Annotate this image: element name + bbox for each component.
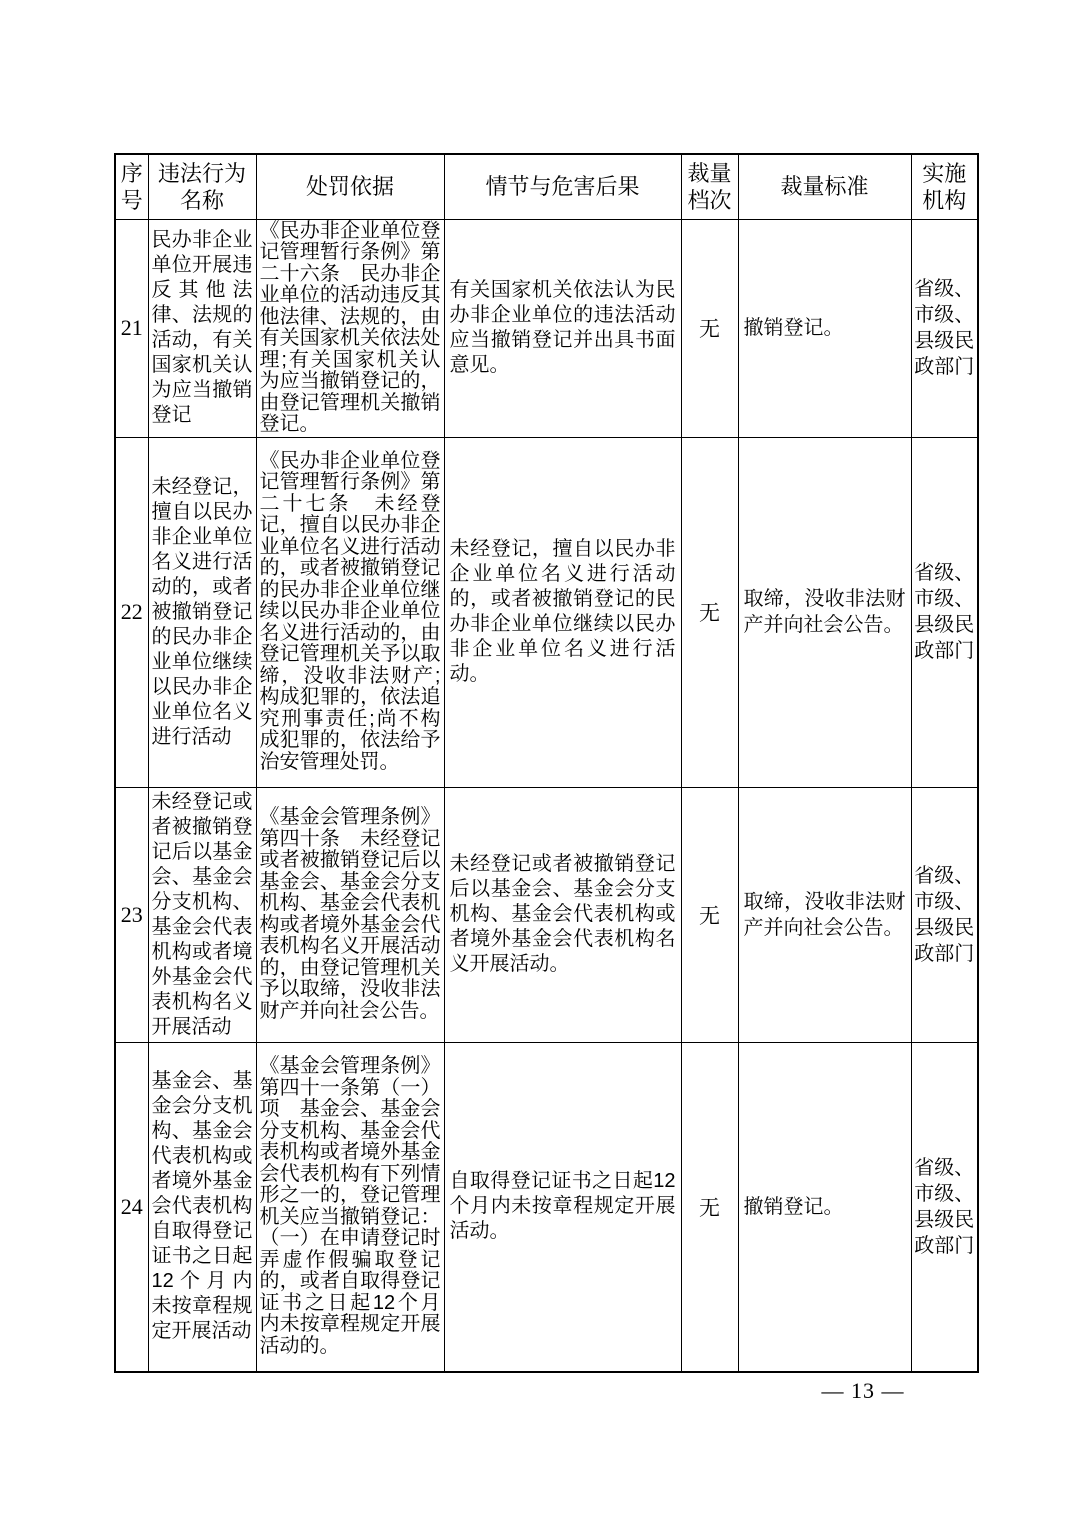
cell-24-level: 无 xyxy=(681,1042,738,1372)
header-penalty-basis: 处罚依据 xyxy=(256,154,444,219)
cell-21-level: 无 xyxy=(681,219,738,437)
cell-21-standard: 撤销登记。 xyxy=(738,219,911,437)
cell-23-agency: 省级、市级、县级民政部门 xyxy=(911,787,978,1042)
cell-23-circumstance: 未经登记或者被撤销登记后以基金会、基金会分支机构、基金会代表机构或者境外基金会代表机构名义开展活动。 xyxy=(444,787,681,1042)
header-serial-number: 序号 xyxy=(115,154,148,219)
cell-23-standard: 取缔，没收非法财产并向社会公告。 xyxy=(738,787,911,1042)
header-discretion-standard: 裁量标准 xyxy=(738,154,911,219)
cell-21-name: 民办非企业单位开展违反其他法律、法规的活动，有关国家机关认为应当撤销登记 xyxy=(148,219,256,437)
header-implementing-agency: 实施机构 xyxy=(911,154,978,219)
cell-21-serial: 21 xyxy=(115,219,148,437)
cell-23-level: 无 xyxy=(681,787,738,1042)
header-discretion-level: 裁量档次 xyxy=(681,154,738,219)
cell-24-name: 基金会、基金会分支机构、基金会代表机构或者境外基金会代表机构自取得登记证书之日起12个月内未按章程规定开展活动 xyxy=(148,1042,256,1372)
cell-21-agency: 省级、市级、县级民政部门 xyxy=(911,219,978,437)
table-row xyxy=(115,219,978,437)
penalty-table xyxy=(114,153,979,1373)
cell-22-serial: 22 xyxy=(115,437,148,787)
cell-22-circumstance: 未经登记，擅自以民办非企业单位名义进行活动的，或者被撤销登记的民办非企业单位继续以民办非企业单位名义进行活动。 xyxy=(444,437,681,787)
cell-22-agency: 省级、市级、县级民政部门 xyxy=(911,437,978,787)
cell-24-standard: 撤销登记。 xyxy=(738,1042,911,1372)
cell-24-serial: 24 xyxy=(115,1042,148,1372)
cell-23-name: 未经登记或者被撤销登记后以基金会、基金会分支机构、基金会代表机构或者境外基金会代表机构名义开展活动 xyxy=(148,787,256,1042)
cell-22-basis: 《民办非企业单位登记管理暂行条例》第二十七条 未经登记，擅自以民办非企业单位名义进行活动的，或者被撤销登记的民办非企业单位继续以民办非企业单位名义进行活动的，由登记管理机关予以取缔，没收非法财产;构成犯罪的，依法追究刑事责任;尚不构成犯罪的，依法给予治安管理处罚。 xyxy=(256,437,444,787)
table-row xyxy=(115,787,978,1042)
table-row xyxy=(115,437,978,787)
cell-21-circumstance: 有关国家机关依法认为民办非企业单位的违法活动应当撤销登记并出具书面意见。 xyxy=(444,219,681,437)
table-header-row xyxy=(115,154,978,219)
cell-22-level: 无 xyxy=(681,437,738,787)
page-number: — 13 — xyxy=(821,1378,905,1403)
cell-23-serial: 23 xyxy=(115,787,148,1042)
cell-22-name: 未经登记，擅自以民办非企业单位名义进行活动的，或者被撤销登记的民办非企业单位继续以民办非企业单位名义进行活动 xyxy=(148,437,256,787)
header-circumstance-consequence: 情节与危害后果 xyxy=(444,154,681,219)
cell-24-circumstance: 自取得登记证书之日起12个月内未按章程规定开展活动。 xyxy=(444,1042,681,1372)
cell-21-basis: 《民办非企业单位登记管理暂行条例》第二十六条 民办非企业单位的活动违反其他法律、法规的，由有关国家机关依法处理;有关国家机关认为应当撤销登记的，由登记管理机关撤销登记。 xyxy=(256,219,444,437)
table-row xyxy=(115,1042,978,1372)
cell-24-agency: 省级、市级、县级民政部门 xyxy=(911,1042,978,1372)
cell-22-standard: 取缔，没收非法财产并向社会公告。 xyxy=(738,437,911,787)
cell-24-basis: 《基金会管理条例》第四十一条第（一）项 基金会、基金会分支机构、基金会代表机构或者境外基金会代表机构有下列情形之一的，登记管理机关应当撤销登记：（一）在申请登记时弄虚作假骗取登记的，或者自取得登记证书之日起12个月内未按章程规定开展活动的。 xyxy=(256,1042,444,1372)
cell-23-basis: 《基金会管理条例》第四十条 未经登记或者被撤销登记后以基金会、基金会分支机构、基金会代表机构或者境外基金会代表机构名义开展活动的，由登记管理机关予以取缔，没收非法财产并向社会公告。 xyxy=(256,787,444,1042)
header-violation-name: 违法行为名称 xyxy=(148,154,256,219)
